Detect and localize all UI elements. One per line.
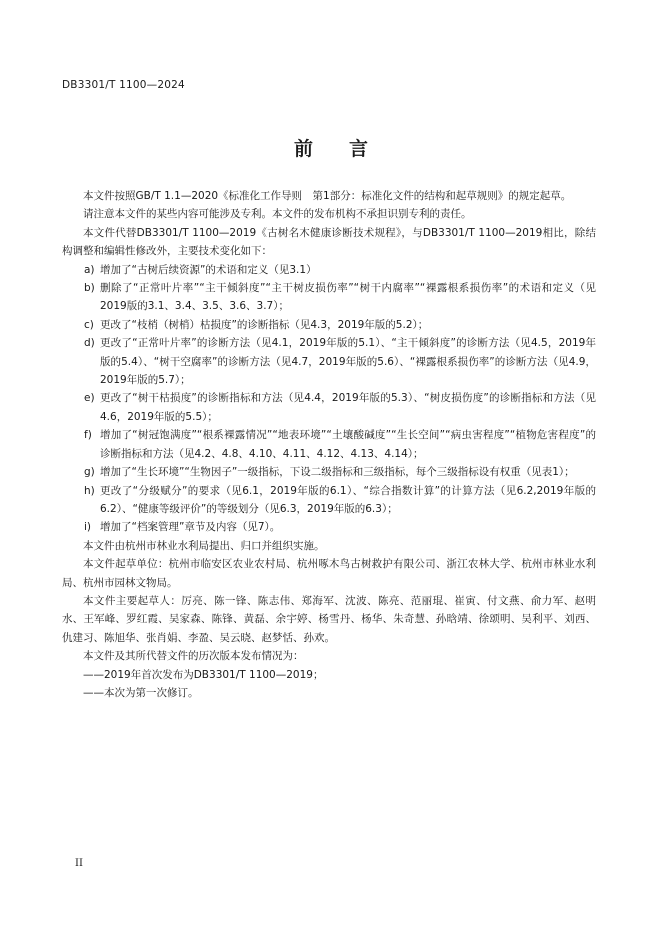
list-item [62, 389, 596, 426]
list-item [62, 482, 596, 519]
changes-list [62, 261, 596, 537]
list-marker: a) [84, 263, 95, 276]
list-item-text: 删除了“正常叶片率”“主干倾斜度”“主干树皮损伤率”“树干内腐率”“裸露根系损伤率”的术语和定义（见2019版的3.1、3.4、3.5、3.6、3.7）； [100, 282, 596, 313]
list-item [62, 426, 596, 463]
list-item [62, 316, 596, 334]
list-marker: i) [84, 521, 92, 534]
page-number: II [75, 858, 83, 869]
list-item-text: 更改了“分级赋分”的要求（见6.1，2019年版的6.1）、“综合指数计算”的计算方法（见6.2,2019年版的6.2）、“健康等级评价”的等级划分（见6.3，2019年版的6.3）； [100, 484, 596, 515]
document-code: DB3301/T 1100—2024 [62, 79, 185, 91]
title-char-2: 言 [349, 138, 369, 160]
list-item-text: 增加了“古树后续资源”的术语和定义（见3.1） [100, 263, 317, 276]
list-item [62, 463, 596, 481]
paragraph-history-revision: ——本次为第一次修订。 [83, 686, 199, 699]
list-item [62, 334, 596, 389]
list-item-text: 增加了“档案管理”章节及内容（见7）。 [100, 521, 281, 534]
foreword-body [62, 187, 596, 702]
list-item-text: 更改了“枝梢（树梢）枯损度”的诊断指标（见4.3，2019年版的5.2）； [100, 318, 429, 331]
list-item [62, 518, 596, 536]
list-marker: h) [84, 484, 95, 497]
list-item [62, 261, 596, 279]
paragraph-patent-notice: 请注意本文件的某些内容可能涉及专利。本文件的发布机构不承担识别专利的责任。 [83, 208, 472, 221]
list-marker: g) [84, 466, 95, 479]
page-title [0, 134, 662, 161]
paragraph-proposer: 本文件由杭州市林业水利局提出、归口并组织实施。 [83, 539, 325, 552]
list-marker: b) [84, 282, 95, 295]
paragraph-replacement: 本文件代替DB3301/T 1100—2019《古树名木健康诊断技术规程》，与DB3301/T 1100—2019相比，除结构调整和编辑性修改外，主要技术变化如下： [62, 226, 596, 258]
paragraph-drafters: 本文件主要起草人：厉亮、陈一锋、陈志伟、郑海军、沈波、陈亮、范丽琨、崔寅、付文燕、俞力军、赵明水、王军峰、罗红霞、吴家森、陈锋、黄磊、余宇婷、杨雪丹、杨华、朱奇慧、孙晗靖、徐颂明、吴利平、刘西、仇建习、陈旭华、张肖娟、李盈、吴云晓、赵梦恬、孙欢。 [62, 594, 596, 644]
list-item-text: 更改了“树干枯损度”的诊断指标和方法（见4.4，2019年版的5.3）、“树皮损伤度”的诊断指标和方法（见4.6，2019年版的5.5）； [100, 392, 596, 423]
list-marker: c) [84, 318, 94, 331]
list-marker: f) [84, 429, 92, 442]
title-char-1: 前 [293, 138, 313, 160]
list-marker: e) [84, 392, 95, 405]
list-marker: d) [84, 337, 95, 350]
list-item-text: 更改了“正常叶片率”的诊断方法（见4.1，2019年版的5.1）、“主干倾斜度”的诊断方法（见4.5，2019年版的5.4）、“树干空腐率”的诊断方法（见4.7，2019年版的5.6）、“裸露根系损伤率”的诊断方法（见4.9，2019年版的5.7）； [100, 337, 596, 387]
list-item [62, 279, 596, 316]
paragraph-drafting-units: 本文件起草单位：杭州市临安区农业农村局、杭州啄木鸟古树救护有限公司、浙江农林大学、杭州市林业水利局、杭州市园林文物局。 [62, 558, 596, 589]
list-item-text: 增加了“树冠饱满度”“根系裸露情况”“地表环境”“土壤酸碱度”“生长空间”“病虫害程度”“植物危害程度”的诊断指标和方法（见4.2、4.8、4.10、4.11、4.12、4.13、4.14）； [100, 429, 596, 460]
paragraph-drafting-basis: 本文件按照GB/T 1.1—2020《标准化工作导则 第1部分：标准化文件的结构和起草规则》的规定起草。 [83, 190, 572, 202]
paragraph-history-first: ——2019年首次发布为DB3301/T 1100—2019； [83, 668, 324, 681]
paragraph-history-intro: 本文件及其所代替文件的历次版本发布情况为： [83, 650, 304, 663]
list-item-text: 增加了“生长环境”“生物因子”一级指标，下设二级指标和三级指标，每个三级指标设有权重（见表1）； [100, 466, 575, 479]
